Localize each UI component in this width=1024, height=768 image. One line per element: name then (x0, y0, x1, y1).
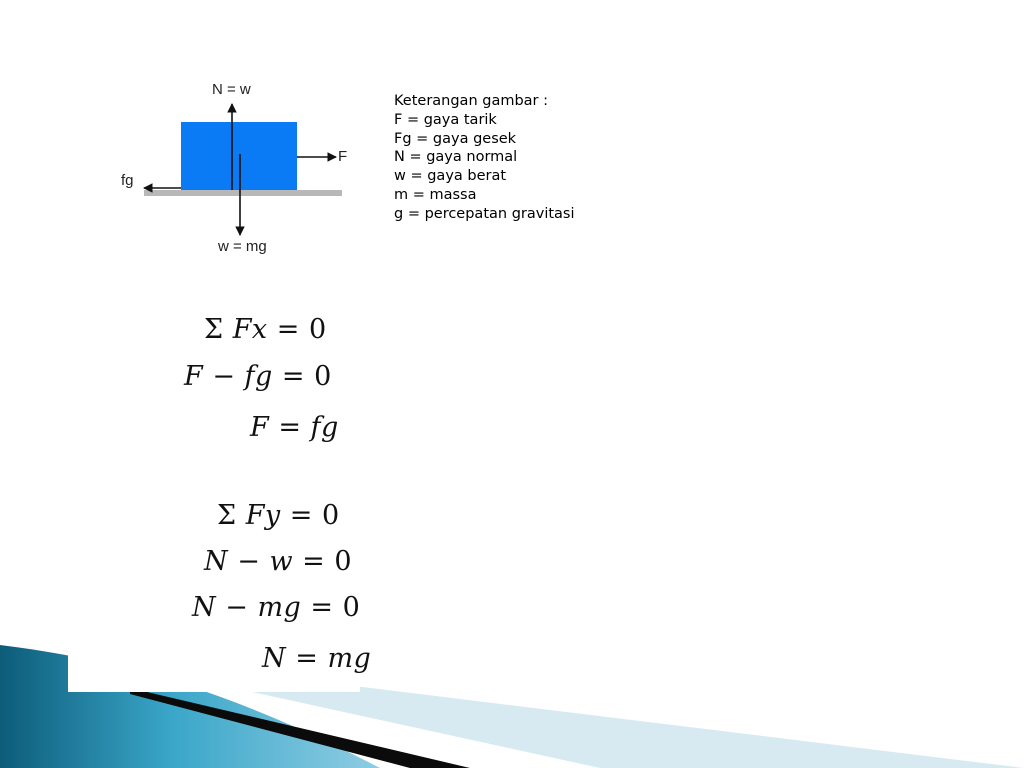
legend-item: Fg = gaya gesek (394, 130, 517, 147)
ground-surface (144, 190, 342, 196)
equation-n-minus-mg: N − mg = 0 (192, 592, 361, 623)
normal-force-label: N = w (212, 81, 251, 98)
legend-item: F = gaya tarik (394, 111, 497, 128)
block (181, 122, 297, 190)
pull-force-label: F (338, 148, 348, 165)
legend-item: w = gaya berat (394, 168, 507, 185)
equation-n-minus-w: N − w = 0 (204, 546, 353, 577)
equation-n-equals-mg: N = mg (262, 643, 372, 674)
equation-f-equals-fg: F = fg (250, 412, 339, 443)
equation-sum-fy: Σ Fy = 0 (217, 500, 340, 531)
weight-force-label: w = mg (218, 238, 267, 255)
friction-force-label: fg (121, 172, 134, 189)
equation-f-minus-fg: F − fg = 0 (184, 361, 332, 392)
force-diagram (108, 70, 358, 265)
legend-item: m = massa (394, 186, 477, 203)
legend-item: N = gaya normal (394, 149, 518, 166)
legend-item: g = percepatan gravitasi (394, 205, 575, 222)
equation-sum-fx: Σ Fx = 0 (204, 314, 327, 345)
legend-title: Keterangan gambar : (394, 93, 548, 109)
legend (394, 92, 575, 224)
